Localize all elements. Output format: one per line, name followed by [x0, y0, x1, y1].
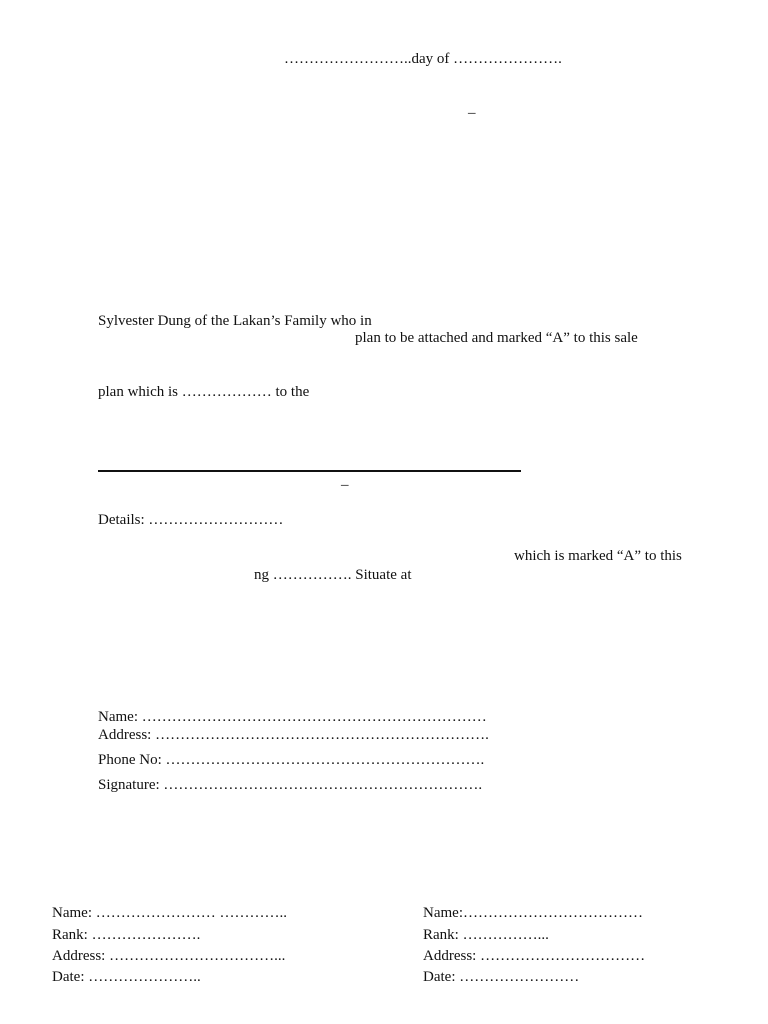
- date-line: ……………………..day of ………………….: [284, 51, 562, 67]
- vendor-line: Sylvester Dung of the Lakan’s Family who in: [98, 313, 372, 329]
- witness-right-address: Address: ……………………………: [423, 948, 646, 964]
- divider-dash: –: [341, 477, 349, 493]
- horizontal-rule: [98, 470, 521, 472]
- purchaser-phone-field: Phone No: ……………………………………………………….: [98, 752, 485, 768]
- marked-a-line: which is marked “A” to this: [514, 548, 682, 564]
- witness-right-rank: Rank: ……………...: [423, 927, 549, 943]
- details-label: Details: ………………………: [98, 512, 284, 528]
- header-dash: –: [468, 105, 476, 121]
- witness-right-date: Date: ……………………: [423, 969, 580, 985]
- witness-left-date: Date: …………………..: [52, 969, 201, 985]
- plan-which-line: plan which is ……………… to the: [98, 384, 310, 400]
- purchaser-signature-field: Signature: ……………………………………………………….: [98, 777, 483, 793]
- purchaser-name-field: Name: ……………………………………………………………: [98, 709, 487, 725]
- witness-left-name: Name: …………………… …………..: [52, 905, 287, 921]
- purchaser-address-field: Address: ………………………………………………………….: [98, 727, 489, 743]
- situate-line: ng ……………. Situate at: [254, 567, 412, 583]
- witness-right-name: Name:………………………………: [423, 905, 643, 921]
- witness-left-address: Address: ……………………………...: [52, 948, 286, 964]
- witness-left-rank: Rank: ………………….: [52, 927, 201, 943]
- plan-attached-line: plan to be attached and marked “A” to this sale: [355, 330, 638, 346]
